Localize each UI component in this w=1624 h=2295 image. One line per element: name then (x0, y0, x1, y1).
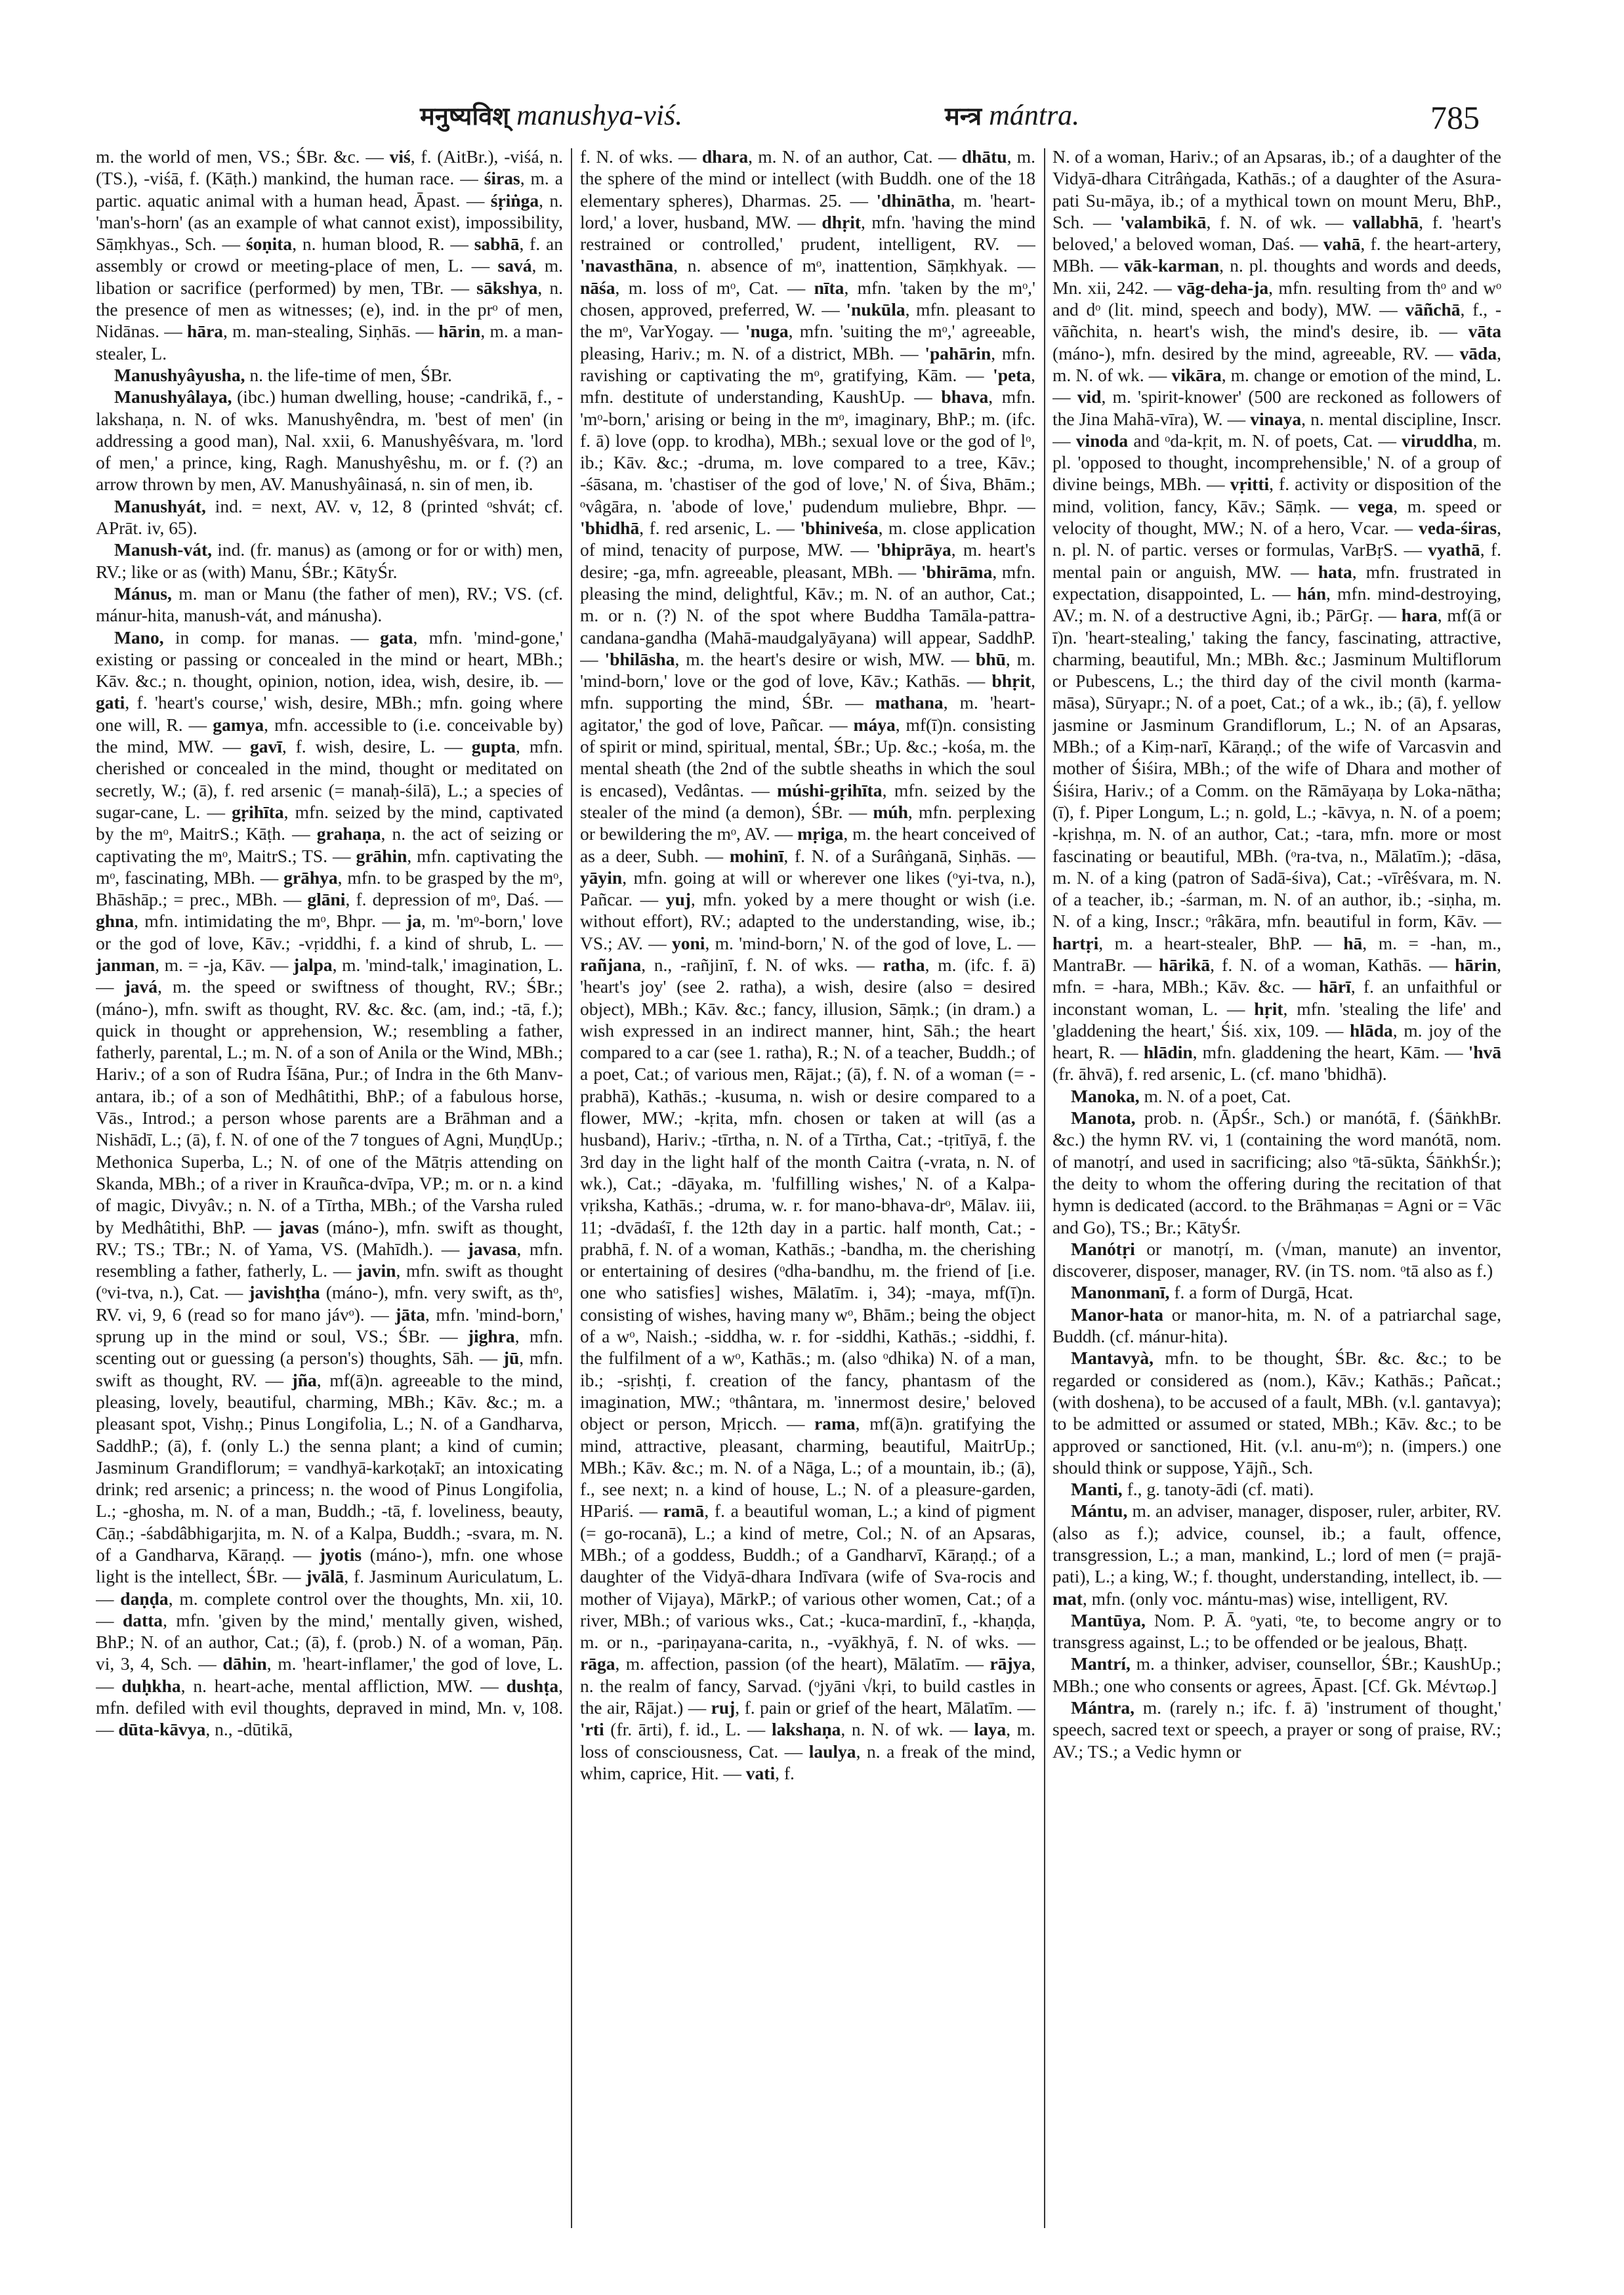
dictionary-entry (1052, 1697, 1501, 1762)
dictionary-entry (1052, 1085, 1501, 1107)
dictionary-entry (96, 627, 563, 1741)
entry-text: mfn. to be thought, ŚBr. &c. &c.; to be regarded or considered as (nom.), Kāv.; Kathās.; Pañcat.; (with doshena), to be accused of a fault, MBh. (v.l. gantavya); to be admitted or assumed or stated, MBh.; Kāv. &c.; to be approved or sanctioned, Hit. (v.l. anu-mᵒ); n. (impers.) one should think or suppose, Yājñ., Sch. (1052, 1348, 1501, 1478)
dictionary-entry (580, 146, 1035, 1784)
entry-headword: Manonmanī, (1071, 1282, 1170, 1303)
entry-text: m. a thinker, adviser, counsellor, ŚBr.; KaushUp.; MBh.; one who consents or agrees, Āpast. [Cf. Gk. Μέντωρ.] (1052, 1653, 1501, 1696)
entry-headword: Mano, (114, 627, 164, 648)
dictionary-entry (96, 386, 563, 495)
running-head-right (945, 98, 1079, 133)
dictionary-entry (1052, 1653, 1501, 1697)
entry-headword: Mánus, (114, 583, 172, 604)
column-divider (1044, 148, 1045, 2228)
entry-text: m. (rarely n.; ifc. f. ā) 'instrument of thought,' speech, sacred text or speech, a prayer or song of praise, RV.; AV.; TS.; a Vedic hymn or (1052, 1697, 1501, 1762)
entry-text: f., g. tanoty-ādi (cf. mati). (1122, 1479, 1314, 1500)
entry-text: m. an adviser, manager, disposer, ruler, arbiter, RV. (also as f.); advice, counsel, ib.; a fault, offence, transgression, L.; a man, mankind, L.; lord of men (= prajā-pati), L.; a king, W.; f. thought, understanding, intellect, ib. — mat, mfn. (only voc. mántu-mas) wise, intelligent, RV. (1052, 1500, 1501, 1609)
dictionary-entry (96, 495, 563, 539)
dictionary-entry (1052, 1107, 1501, 1238)
dictionary-entry (1052, 1478, 1501, 1500)
dictionary-entry (96, 364, 563, 386)
column-1 (96, 146, 563, 2232)
entry-headword: Mántra, (1071, 1697, 1135, 1718)
dictionary-entry (96, 146, 563, 364)
entry-text: in comp. for manas. — gata, mfn. 'mind-gone,' existing or passing or concealed in the mind or heart, MBh.; Kāv. &c.; n. thought, opinion, notion, idea, wish, desire, ib. — gati, f. 'heart's course,' wish, desire, MBh.; mfn. going where one will, R. — gamya, mfn. accessible to (i.e. conceivable by) the mind, MW. — gavī, f. wish, desire, L. — gupta, mfn. cherished or concealed in the mind, thought or meditated on secretly, W.; (ā), f. red arsenic (= manaḥ-śilā), L.; a species of sugar-cane, L. — gṛihīta, mfn. seized by the mind, captivated by the mᵒ, MaitrS.; Kāṭh. — grahaṇa, n. the act of seizing or captivating the mᵒ, MaitrS.; TS. — grāhin, mfn. captivating the mᵒ, fascinating, MBh. — grāhya, mfn. to be grasped by the mᵒ, Bhāshāp.; = prec., MBh. — glāni, f. depression of mᵒ, Daś. — ghna, mfn. intimidating the mᵒ, Bhpr. — ja, m. 'mᵒ-born,' love or the god of love, Kāv.; -vṛiddhi, f. a kind of shrub, L. — janman, m. = -ja, Kāv. — jalpa, m. 'mind-talk,' imagination, L. — javá, m. the speed or swiftness of thought, RV.; ŚBr.; (máno-), mfn. swift as thought, RV. &c. &c. (am, ind.; -tā, f.); quick in thought or apprehension, W.; resembling a father, fatherly, parental, L.; m. N. of a son of Anila or the Wind, MBh.; Hariv.; of a son of Rudra Īśāna, Pur.; of Indra in the 6th Manv-antara, ib.; of a son of Medhâtithi, BhP.; of a fabulous horse, Vās., Introd.; a person whose parents are a Brāhman and a Nishādī, L.; (ā), f. N. of one of the 7 tongues of Agni, MuṇḍUp.; Methonica Superba, L.; N. of one of the Mātṛis attending on Skanda, MBh.; of a river in Krauñca-dvīpa, VP.; m. or n. a kind of magic, Divyâv.; n. N. of a Tīrtha, MBh.; of the Varsha ruled by Medhâtithi, BhP. — javas (máno-), mfn. swift as thought, RV.; TS.; TBr.; N. of Yama, VS. (Mahīdh.). — javasa, mfn. resembling a father, fatherly, L. — javin, mfn. swift as thought (ᵒvi-tva, n.), Cat. — javishṭha (máno-), mfn. very swift, as thᵒ, RV. vi, 9, 6 (read so for mano jávᵒ). — jāta, mfn. 'mind-born,' sprung up in the mind or soul, VS.; ŚBr. — jighra, mfn. scenting out or guessing (a person's) thoughts, Sāh. — jū, mfn. swift as thought, RV. — jña, mf(ā)n. agreeable to the mind, pleasing, lovely, beautiful, charming, MBh.; Kāv. &c.; m. a pleasant spot, Vishṇ.; Pinus Longifolia, L.; N. of a Gandharva, SaddhP.; (ā), f. (only L.) the senna plant; a kind of cumin; Jasminum Grandiflorum; = vandhyā-karkoṭakī; an intoxicating drink; red arsenic; a princess; n. the wood of Pinus Longifolia, L.; -ghosha, m. N. of a man, Buddh.; -tā, f. loveliness, beauty, Cāṇ.; -śabdâbhigarjita, m. N. of a Kalpa, Buddh.; -svara, m. N. of a Gandharva, Kāraṇḍ. — jyotis (máno-), mfn. one whose light is the intellect, ŚBr. — jvālā, f. Jasminum Auriculatum, L. — daṇḍa, m. complete control over the thoughts, Mn. xii, 10. — datta, mfn. 'given by the mind,' mentally given, wished, BhP.; N. of an author, Cat.; (ā), f. (prob.) N. of a woman, Pāṇ. vi, 3, 4, Sch. — dāhin, m. 'heart-inflamer,' the god of love, L. — duḥkha, n. heart-ache, mental affliction, MW. — dushṭa, mfn. defiled with evil thoughts, depraved in mind, Mn. v, 108. — dūta-kāvya, n., -dūtikā, (96, 627, 563, 1740)
entry-headword: Manor-hata (1071, 1304, 1164, 1325)
entry-text: f. N. of wks. — dhara, m. N. of an author, Cat. — dhātu, m. the sphere of the mind or intellect (with Buddh. one of the 18 elementary spheres), Dharmas. 25. — 'dhinātha, m. 'heart-lord,' a lover, husband, MW. — dhṛit, mfn. 'having the mind restrained or controlled,' prudent, intelligent, RV. — 'navasthāna, n. absence of mᵒ, inattention, Sāṃkhyak. — nāśa, m. loss of mᵒ, Cat. — nīta, mfn. 'taken by the mᵒ,' chosen, approved, preferred, W. — 'nukūla, mfn. pleasant to the mᵒ, VarYogay. — 'nuga, mfn. 'suiting the mᵒ,' agreeable, pleasing, Hariv.; m. N. of a district, MBh. — 'pahārin, mfn. ravishing or captivating the mᵒ, gratifying, Kām. — 'peta, mfn. destitute of understanding, KaushUp. — bhava, mfn. 'mᵒ-born,' arising or being in the mᵒ, imaginary, BhP.; m. (ifc. f. ā) love (opp. to krodha), MBh.; sexual love or the god of lᵒ, ib.; Kāv. &c.; -druma, m. love compared to a tree, Kāv.; -śāsana, m. 'chastiser of the god of love,' N. of Śiva, Bhām.; ᵒvâgāra, n. 'abode of love,' pudendum muliebre, Bhpr. — 'bhidhā, f. red arsenic, L. — 'bhiniveśa, m. close application of mind, tenacity of purpose, MW. — 'bhiprāya, m. heart's desire; -ga, mfn. agreeable, pleasant, MBh. — 'bhirāma, mfn. pleasing the mind, delightful, Kāv.; m. N. of an author, Cat.; m. or n. (?) N. of the spot where Buddha Tamāla-pattra-candana-gandha (Mahā-maudgalyāyana) will appear, SaddhP. — 'bhilāsha, m. the heart's desire or wish, MW. — bhū, m. 'mind-born,' love or the god of love, Kāv.; Kathās. — bhṛit, mfn. supporting the mind, ŚBr. — mathana, m. 'heart-agitator,' the god of love, Pañcar. — máya, mf(ī)n. consisting of spirit or mind, spiritual, mental, ŚBr.; Up. &c.; -kośa, m. the mental sheath (the 2nd of the subtle sheaths in which the soul is encased), Vedântas. — múshi-gṛihīta, mfn. seized by the stealer of the mind (a demon), ŚBr. — múh, mfn. perplexing or bewildering the mᵒ, AV. — mṛiga, m. the heart conceived of as a deer, Subh. — mohinī, f. N. of a Surâṅganā, Siṇhās. — yāyin, mfn. going at will or wherever one likes (ᵒyi-tva, n.), Pañcar. — yuj, mfn. yoked by a mere thought or wish (i.e. without effort), RV.; adapted to the understanding, wise, ib.; VS.; AV. — yoni, m. 'mind-born,' N. of the god of love, L. — rañjana, n., -rañjinī, f. N. of wks. — ratha, m. (ifc. f. ā) 'heart's joy' (see 2. ratha), a wish, desire (also = desired object), MBh.; Kāv. &c.; fancy, illusion, Sāṃk.; (in dram.) a wish expressed in an indirect manner, hint, Sāh.; the heart compared to a car (see 1. ratha), R.; N. of a teacher, Buddh.; of a poet, Cat.; of various men, Rājat.; (ā), f. N. of a woman (= -prabhā), Kathās.; -kusuma, n. wish or desire compared to a flower, MW.; -kṛita, mfn. chosen or taken at will (as a husband), Hariv.; -tīrtha, n. N. of a Tīrtha, Cat.; -tṛitīyā, f. the 3rd day in the light half of the month Caitra (-vrata, n. N. of wk.), Cat.; -dāyaka, m. 'fulfilling wishes,' N. of a Kalpa-vṛiksha, Kathās.; -druma, w. r. for mano-bhava-drᵒ, Mālav. iii, 11; -dvādaśī, f. the 12th day in a partic. half month, Cat.; -prabhā, f. N. of a woman, Kathās.; -bandha, m. the cherishing or entertaining of desires (ᵒdha-bandhu, m. the friend of [i.e. one who satisfies] wishes, Mālatīm. i, 34); -maya, mf(ī)n. consisting of wishes, having many wᵒ, Bhām.; being the object of a wᵒ, Naish.; -siddha, w. r. for -siddhi, Kathās.; -siddhi, f. the fulfilment of a wᵒ, Kathās.; m. (also ᵒdhika) N. of a man, ib.; -sṛishṭi, f. creation of the fancy, phantasm of the imagination, MW.; ᵒthântara, m. 'innermost desire,' beloved object or person, Mṛicch. — rama, mf(ā)n. gratifying the mind, attractive, pleasant, charming, beautiful, MaitrUp.; MBh.; Kāv. &c.; m. N. of a Nāga, L.; of a mountain, ib.; (ā), f., see next; n. a kind of house, L.; N. of a pleasure-garden, HPariś. — ramā, f. a beautiful woman, L.; a kind of pigment (= go-rocanā), L.; a kind of metre, Col.; N. of an Apsaras, MBh.; of a goddess, Buddh.; of a Gandharvī, Kāraṇḍ.; of a daughter of the Vidyā-dhara Indīvara (wife of Sva-rocis and mother of Vijaya), MārkP.; of various other women, Cat.; of a river, MBh.; of various wks., Cat.; -kuca-mardinī, f., -khaṇḍa, m. or n., -pariṇayana-carita, n., -vyākhyā, f. N. of wks. — rāga, m. affection, passion (of the heart), Mālatīm. — rājya, n. the realm of fancy, Sarvad. (ᵒjyāni √kṛi, to build castles in the air, Rājat.) — ruj, f. pain or grief of the heart, Mālatīm. — 'rti (fr. ārti), f. id., L. — lakshaṇa, n. N. of wk. — laya, m. loss of consciousness, Cat. — laulya, n. a freak of the mind, whim, caprice, Hit. — vati, f. (580, 146, 1035, 1783)
entry-text: or manor-hita, m. N. of a patriarchal sage, Buddh. (cf. mánur-hita). (1052, 1304, 1501, 1347)
entry-text: m. man or Manu (the father of men), RV.; VS. (cf. mánur-hita, manush-vát, and mánusha). (96, 583, 563, 626)
entry-text: or manotṛí, m. (√man, manute) an inventor, discoverer, disposer, manager, RV. (in TS. nom. ᵒtā also as f.) (1052, 1238, 1501, 1281)
dictionary-entry (1052, 1347, 1501, 1478)
entry-text: ind. (fr. manus) as (among or for or with) men, RV.; like or as (with) Manu, ŚBr.; KātyŚr. (96, 539, 563, 582)
column-2 (580, 146, 1035, 2232)
entry-headword: Manushyát, (114, 495, 206, 516)
dictionary-entry (1052, 1304, 1501, 1348)
dictionary-entry (1052, 1281, 1501, 1303)
entry-headword: Manushyâyusha, (114, 364, 245, 385)
entry-headword: Mantrí, (1071, 1653, 1131, 1674)
entry-text: prob. n. (ĀpŚr., Sch.) or manótā, f. (ŚāṅkhBr. &c.) the hymn RV. vi, 1 (containing the word manótā, nom. of manotṛí, and used in sacrificing; also ᵒtā-sūkta, ŚāṅkhŚr.); the deity to whom the offering during the recitation of that hymn is dedicated (accord. to the Brāhmaṇas = Agni or = Vāc and Go), TS.; Br.; KātyŚr. (1052, 1107, 1501, 1237)
entry-text: m. the world of men, VS.; ŚBr. &c. — viś, f. (AitBr.), -viśá, n. (TS.), -viśā, f. (Kāṭh.) mankind, the human race. — śiras, m. a partic. aquatic animal with a human head, Āpast. — śṛiṅga, n. 'man's-horn' (as an example of what cannot exist), impossibility, Sāṃkhyas., Sch. — śoṇita, n. human blood, R. — sabhā, f. an assembly or crowd or meeting-place of men, L. — savá, m. libation or sacrifice (performed) by men, TBr. — sākshya, n. the presence of men as witnesses; (e), ind. in the prᵒ of men, Nidānas. — hāra, m. man-stealing, Siṇhās. — hārin, m. a man-stealer, L. (96, 146, 563, 363)
entry-headword: Manota, (1071, 1107, 1136, 1128)
column-3 (1052, 146, 1501, 2232)
entry-text: (ibc.) human dwelling, house; -candrikā, f., -lakshaṇa, n. N. of wks. Manushyêndra, m. 'best of men' (in addressing a good man), Nal. xxii, 6. Manushyêśvara, m. 'lord of men,' a prince, king, Ragh. Manushyêshu, m. or f. (?) an arrow thrown by men, AV. Manushyâinasá, n. sin of men, ib. (96, 386, 563, 495)
entry-headword: Manush-vát, (114, 539, 212, 560)
running-head-left (420, 98, 682, 133)
dictionary-entry (1052, 1609, 1501, 1653)
running-head-left-devanagari: मनुष्यविश् (420, 102, 510, 131)
running-head-right-roman: mántra. (989, 99, 1080, 131)
entry-headword: Manótṛi (1071, 1238, 1135, 1259)
entry-headword: Mántu, (1071, 1500, 1128, 1521)
column-divider (571, 148, 572, 2228)
dictionary-entry (1052, 1238, 1501, 1282)
running-head-left-roman: manushya-viś. (516, 99, 683, 131)
entry-headword: Manti, (1071, 1479, 1123, 1500)
entry-headword: Mantūya, (1071, 1609, 1146, 1630)
dictionary-entry (96, 539, 563, 583)
page-number: 785 (1430, 99, 1480, 136)
entry-text: n. the life-time of men, ŚBr. (245, 364, 452, 385)
entry-text: m. N. of a poet, Cat. (1139, 1085, 1291, 1106)
entry-text: Nom. P. Ā. ᵒyati, ᵒte, to become angry or to transgress against, L.; to be offended or be jealous, Bhaṭṭ. (1052, 1609, 1501, 1653)
dictionary-entry (1052, 146, 1501, 1085)
dictionary-entry (96, 583, 563, 627)
entry-text: f. a form of Durgā, Hcat. (1169, 1282, 1354, 1303)
entry-headword: Manoka, (1071, 1085, 1140, 1106)
dictionary-entry (1052, 1500, 1501, 1609)
entry-headword: Manushyâlaya, (114, 386, 232, 407)
running-head-right-devanagari: मन्त्र (945, 102, 982, 131)
entry-text: ind. = next, AV. v, 12, 8 (printed ᵒshvát; cf. APrāt. iv, 65). (96, 495, 563, 539)
entry-text: N. of a woman, Hariv.; of an Apsaras, ib.; of a daughter of the Vidyā-dhara Citrâṅgada, Kathās.; of a daughter of the Asura-pati Su-māya, ib.; of a mythical town on mount Meru, BhP., Sch. — 'valambikā, f. N. of wk. — vallabhā, f. 'heart's beloved,' a beloved woman, Daś. — vahā, f. the heart-artery, MBh. — vāk-karman, n. pl. thoughts and words and deeds, Mn. xii, 242. — vāg-deha-ja, mfn. resulting from thᵒ and wᵒ and dᵒ (lit. mind, speech and body), MW. — vāñchā, f., -vāñchita, n. heart's wish, the mind's desire, ib. — vāta (máno-), mfn. desired by the mind, agreeable, RV. — vāda, m. N. of wk. — vikāra, m. change or emotion of the mind, L. — vid, m. 'spirit-knower' (500 are reckoned as followers of the Jina Mahā-vīra), W. — vinaya, n. mental discipline, Inscr. — vinoda and ᵒda-kṛit, m. N. of poets, Cat. — viruddha, m. pl. 'opposed to thought, incomprehensible,' N. of a group of divine beings, MBh. — vṛitti, f. activity or disposition of the mind, volition, fancy, Kāv.; Sāṃk. — vega, m. speed or velocity of thought, MW.; N. of a hero, Vcar. — veda-śiras, n. pl. N. of partic. verses or formulas, VarBṛS. — vyathā, f. mental pain or anguish, MW. — hata, mfn. frustrated in expectation, disappointed, L. — hán, mfn. mind-destroying, AV.; m. N. of a destructive Agni, ib.; PārGṛ. — hara, mf(ā or ī)n. 'heart-stealing,' taking the fancy, fascinating, attractive, charming, beautiful, Mn.; MBh. &c.; Jasminum Multiflorum or Pubescens, L.; the third day of the civil month (karma-māsa), Sūryapr.; N. of a poet, Cat.; of a wk., ib.; (ā), f. yellow jasmine or Jasminum Grandiflorum, L.; N. of an Apsaras, MBh.; of a Kiṃ-narī, Kāraṇḍ.; of the wife of Varcasvin and mother of Śiśira, MBh.; of the wife of Dhara and mother of Śiśira, Hariv.; of a Comm. on the Rāmāyaṇa by Loka-nātha; (ī), f. Piper Longum, L.; n. gold, L.; -kāvya, n. N. of a poem; -kṛishṇa, m. N. of an author, Cat.; -tara, mfn. more or most fascinating or beautiful, MBh. (ᵒra-tva, n., Mālatīm.); -dāsa, m. N. of a king (patron of Sadā-śiva), Cat.; -vīrêśvara, m. N. of a teacher, ib.; -śarman, m. N. of an author, ib.; -siṇha, m. N. of a king, Inscr.; ᵒrâkāra, mfn. beautiful in form, Kāv. — hartṛi, m. a heart-stealer, BhP. — hā, m. = -han, m., MantraBr. — hārikā, f. N. of a woman, Kathās. — hārin, mfn. = -hara, MBh.; Kāv. &c. — hārī, f. an unfaithful or inconstant woman, L. — hṛit, mfn. 'stealing the life' and 'gladdening the heart,' Śiś. xix, 109. — hlāda, m. joy of the heart, R. — hlādin, mfn. gladdening the heart, Kām. — 'hvā (fr. āhvā), f. red arsenic, L. (cf. mano 'bhidhā). (1052, 146, 1501, 1085)
entry-headword: Mantavyà, (1071, 1348, 1154, 1369)
